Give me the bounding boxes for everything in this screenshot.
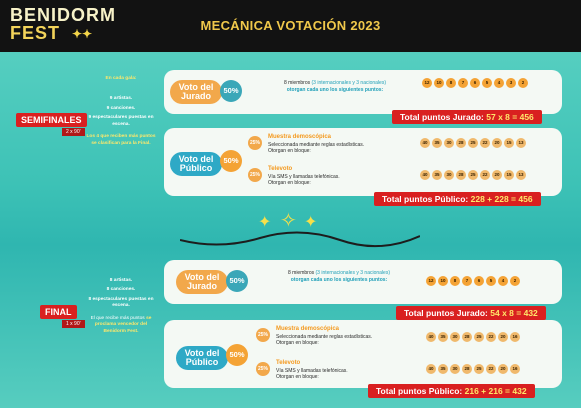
point-chip: 3 xyxy=(506,78,516,88)
point-chip: 10 xyxy=(438,276,448,286)
point-chip: 20 xyxy=(498,332,508,342)
jurado-points-list xyxy=(426,276,520,286)
jurado-badge: Voto del Jurado xyxy=(170,80,222,104)
televoto-line2: Otorgan en bloque: xyxy=(276,374,319,381)
demo-title: Muestra demoscópica xyxy=(276,326,340,332)
final-staging: 8 espectaculares puestas en escena. xyxy=(88,296,154,309)
jurado-members: 8 miembros xyxy=(283,80,311,86)
point-chip: 35 xyxy=(438,332,448,342)
point-chip: 25 xyxy=(474,364,484,374)
point-chip: 16 xyxy=(510,332,520,342)
final-jurado-total xyxy=(396,306,546,320)
demo-description xyxy=(268,134,408,155)
point-chip: 35 xyxy=(438,364,448,374)
point-chip: 25 xyxy=(468,138,478,148)
sparkle-icon: ✦ xyxy=(304,214,318,231)
point-chip: 15 xyxy=(504,170,514,180)
final-publico-total xyxy=(368,384,535,398)
point-chip: 40 xyxy=(426,364,436,374)
publico-badge: Voto del Público xyxy=(176,346,228,370)
semifinal-info xyxy=(86,76,156,150)
point-chip: 28 xyxy=(462,364,472,374)
jurado-members-rule: otorgan cada uno los siguientes puntos: xyxy=(286,86,384,93)
point-chip: 20 xyxy=(492,170,502,180)
jurado-percent: 50% xyxy=(220,80,242,102)
point-chip: 4 xyxy=(498,276,508,286)
publico-percent: 50% xyxy=(226,344,248,366)
demo-line2: Otorgan en bloque: xyxy=(276,340,319,347)
point-chip: 16 xyxy=(510,364,520,374)
semifinal-publico-card xyxy=(164,128,562,196)
semifinal-publico-total xyxy=(374,192,541,206)
semifinal-rule: Los 4 que reciben más puntos se clasifican para la Final. xyxy=(86,134,156,146)
demo-description xyxy=(276,326,416,347)
point-chip: 8 xyxy=(450,276,460,286)
semifinales-duration: 2 x 90' xyxy=(62,128,85,136)
final-artists: 8 artistas. xyxy=(109,278,133,283)
publico-total-label: Total puntos Público: xyxy=(376,386,463,396)
televoto-points-list xyxy=(426,364,520,374)
televoto-description xyxy=(268,166,408,187)
point-chip: 22 xyxy=(486,364,496,374)
jurado-members-origin: (3 internacionales y 3 nacionales) xyxy=(311,80,386,86)
televoto-percent: 25% xyxy=(256,362,270,376)
semifinal-artists: 9 artistas. xyxy=(109,96,133,102)
demo-points-list xyxy=(420,138,526,148)
jurado-members-rule: otorgan cada uno los siguientes puntos: xyxy=(290,276,388,283)
semifinal-songs: 9 canciones. xyxy=(106,105,136,111)
final-rule-b: se proclama vencedor del Benidorm Fest. xyxy=(94,315,152,334)
point-chip: 13 xyxy=(516,138,526,148)
demo-line1: Seleccionada mediante reglas estadísticas. xyxy=(268,141,365,148)
header-bar xyxy=(0,0,581,52)
point-chip: 20 xyxy=(498,364,508,374)
semifinal-staging: 9 espectaculares puestas en escena. xyxy=(88,115,154,127)
demo-line2: Otorgan en bloque: xyxy=(268,148,311,155)
final-songs: 8 canciones. xyxy=(106,287,136,293)
televoto-title: Televoto xyxy=(268,166,293,172)
final-rule-a: El que recibe más puntos xyxy=(90,315,145,321)
semifinal-lead: En cada gala: xyxy=(105,76,137,81)
publico-total-label: Total puntos Público: xyxy=(382,194,469,204)
jurado-total-label: Total puntos Jurado: xyxy=(404,308,488,318)
jurado-badge: Voto del Jurado xyxy=(176,270,228,294)
logo-line1: BENIDORM xyxy=(10,5,116,25)
point-chip: 28 xyxy=(456,138,466,148)
point-chip: 30 xyxy=(444,138,454,148)
point-chip: 7 xyxy=(462,276,472,286)
point-chip: 40 xyxy=(420,138,430,148)
point-chip: 7 xyxy=(458,78,468,88)
point-chip: 5 xyxy=(482,78,492,88)
point-chip: 20 xyxy=(492,138,502,148)
point-chip: 28 xyxy=(462,332,472,342)
point-chip: 8 xyxy=(446,78,456,88)
point-chip: 10 xyxy=(434,78,444,88)
televoto-percent: 25% xyxy=(248,168,262,182)
semifinales-tag: SEMIFINALES xyxy=(16,113,87,127)
demo-percent: 25% xyxy=(248,136,262,150)
point-chip: 13 xyxy=(516,170,526,180)
final-duration: 1 x 90' xyxy=(62,320,85,328)
jurado-members-origin: (3 internacionales y 3 nacionales) xyxy=(315,270,390,276)
final-tag: FINAL xyxy=(40,305,77,319)
jurado-total-value: 57 x 8 = 456 xyxy=(486,112,534,122)
point-chip: 4 xyxy=(494,78,504,88)
point-chip: 30 xyxy=(450,332,460,342)
sparkle-outline-icon: ✧ xyxy=(280,210,297,232)
final-publico-card xyxy=(164,320,562,388)
logo-line2: FEST xyxy=(10,23,61,43)
publico-percent: 50% xyxy=(220,150,242,172)
jurado-points-list xyxy=(422,78,528,88)
point-chip: 35 xyxy=(432,170,442,180)
point-chip: 30 xyxy=(450,364,460,374)
point-chip: 30 xyxy=(444,170,454,180)
jurado-description xyxy=(264,270,414,283)
semifinal-jurado-card xyxy=(164,70,562,114)
televoto-description xyxy=(276,360,416,381)
demo-title: Muestra demoscópica xyxy=(268,134,332,140)
point-chip: 2 xyxy=(518,78,528,88)
point-chip: 40 xyxy=(426,332,436,342)
televoto-line1: Vía SMS y llamadas telefónicas. xyxy=(268,173,340,180)
page-title: MECÁNICA VOTACIÓN 2023 xyxy=(200,18,381,33)
publico-badge: Voto del Público xyxy=(170,152,222,176)
final-jurado-card xyxy=(164,260,562,304)
point-chip: 22 xyxy=(486,332,496,342)
point-chip: 6 xyxy=(470,78,480,88)
point-chip: 25 xyxy=(474,332,484,342)
televoto-points-list xyxy=(420,170,526,180)
point-chip: 40 xyxy=(420,170,430,180)
jurado-members: 8 miembros xyxy=(287,270,315,276)
jurado-description xyxy=(260,80,410,93)
wave-divider xyxy=(180,220,420,250)
demo-percent: 25% xyxy=(256,328,270,342)
televoto-line1: Vía SMS y llamadas telefónicas. xyxy=(276,367,348,374)
point-chip: 5 xyxy=(486,276,496,286)
point-chip: 6 xyxy=(474,276,484,286)
final-info xyxy=(86,278,156,338)
point-chip: 28 xyxy=(456,170,466,180)
point-chip: 12 xyxy=(422,78,432,88)
point-chip: 35 xyxy=(432,138,442,148)
semifinal-jurado-total xyxy=(392,110,542,124)
jurado-total-label: Total puntos Jurado: xyxy=(400,112,484,122)
publico-total-value: 216 + 216 = 432 xyxy=(464,386,527,396)
televoto-title: Televoto xyxy=(276,360,301,366)
point-chip: 12 xyxy=(426,276,436,286)
jurado-percent: 50% xyxy=(226,270,248,292)
demo-points-list xyxy=(426,332,520,342)
point-chip: 2 xyxy=(510,276,520,286)
jurado-total-value: 54 x 8 = 432 xyxy=(490,308,538,318)
point-chip: 22 xyxy=(480,138,490,148)
televoto-line2: Otorgan en bloque: xyxy=(268,180,311,187)
sparkle-icon: ✦ xyxy=(258,214,272,231)
demo-line1: Seleccionada mediante reglas estadísticas. xyxy=(276,333,373,340)
point-chip: 25 xyxy=(468,170,478,180)
point-chip: 15 xyxy=(504,138,514,148)
publico-total-value: 228 + 228 = 456 xyxy=(470,194,533,204)
point-chip: 22 xyxy=(480,170,490,180)
logo-stars: ✦✦ xyxy=(72,27,93,41)
